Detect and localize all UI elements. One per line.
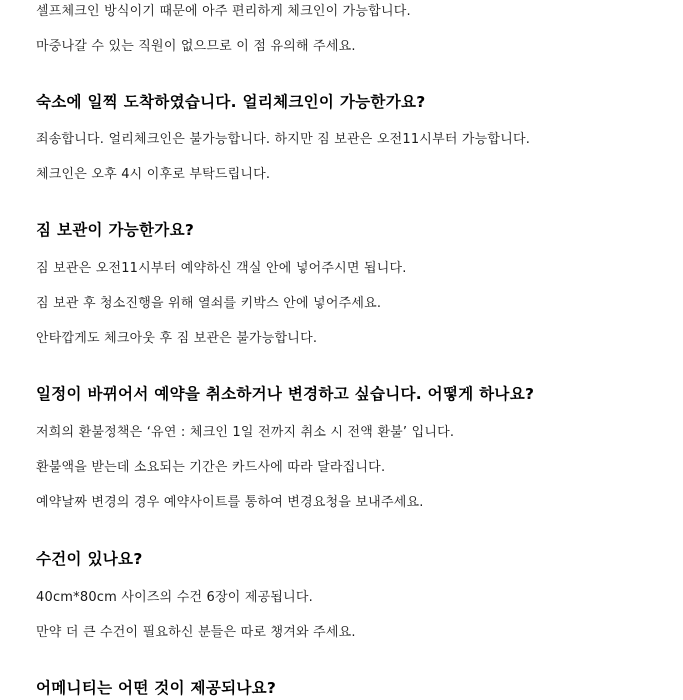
faq-answer-line: 체크인은 오후 4시 이후로 부탁드립니다. [36,167,271,182]
faq-answer-line: 환불액을 받는데 소요되는 기간은 카드사에 따라 달라집니다. [36,460,386,475]
faq-answer-line: 40cm*80cm 사이즈의 수건 6장이 제공됩니다. [36,590,313,605]
faq-answer-line: 안타깝게도 체크아웃 후 짐 보관은 불가능합니다. [36,331,318,346]
faq-answer-line: 짐 보관은 오전11시부터 예약하신 객실 안에 넣어주시면 됩니다. [36,261,407,276]
intro-line: 셀프체크인 방식이기 때문에 아주 편리하게 체크인이 가능합니다. [36,4,411,19]
faq-answer-line: 예약날짜 변경의 경우 예약사이트를 통하여 변경요청을 보내주세요. [36,495,424,510]
faq-question-luggage-storage: 짐 보관이 가능한가요? [36,221,195,239]
faq-answer-line: 짐 보관 후 청소진행을 위해 열쇠를 키박스 안에 넣어주세요. [36,296,382,311]
faq-answer-line: 만약 더 큰 수건이 필요하신 분들은 따로 챙겨와 주세요. [36,625,356,640]
faq-answer-line: 저희의 환불정책은 ‘유연 : 체크인 1일 전까지 취소 시 전액 환불’ 입니다. [36,425,455,440]
faq-question-cancel-change: 일정이 바뀌어서 예약을 취소하거나 변경하고 싶습니다. 어떻게 하나요? [36,385,535,403]
faq-question-amenities: 어메니티는 어떤 것이 제공되나요? [36,679,277,697]
faq-answer-line: 죄송합니다. 얼리체크인은 불가능합니다. 하지만 짐 보관은 오전11시부터 가능합니다. [36,132,531,147]
faq-question-towels: 수건이 있나요? [36,550,143,568]
faq-question-early-checkin: 숙소에 일찍 도착하였습니다. 얼리체크인이 가능한가요? [36,93,426,111]
intro-line: 마중나갈 수 있는 직원이 없으므로 이 점 유의해 주세요. [36,39,356,54]
